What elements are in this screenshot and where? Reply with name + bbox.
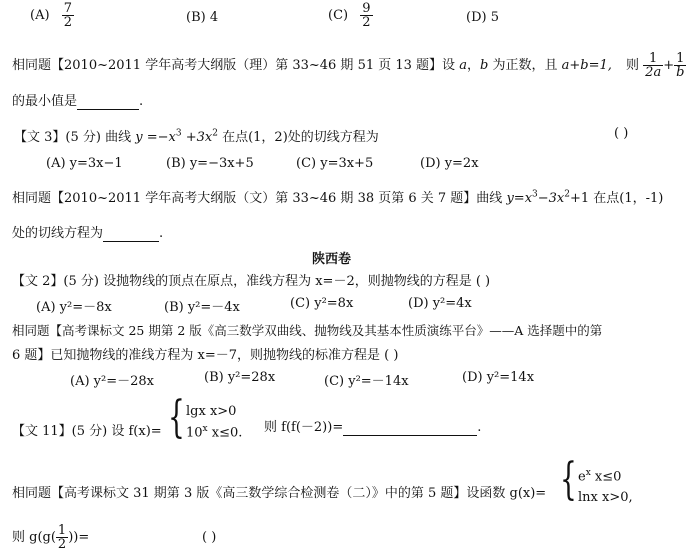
related-question-2 <box>12 187 663 206</box>
related-question-1-mid: 为正数，且 <box>492 58 558 73</box>
comma: ， <box>466 58 480 73</box>
related-question-4-line2 <box>12 524 89 551</box>
option-b: (B) y²=28x <box>204 370 276 385</box>
min-value-text: 的最小值是 <box>12 94 78 109</box>
question-wen3-tail: 在点(1，2)处的切线方程为 <box>222 130 379 145</box>
equation-part: y=x <box>506 191 533 206</box>
related-question-1 <box>12 52 686 79</box>
case-2-condition: x≤0. <box>207 425 243 441</box>
section-title: 陕西卷 <box>312 252 352 267</box>
equation-part: −3x <box>537 191 565 206</box>
option-d: (D) y=2x <box>420 156 479 171</box>
fraction-1-over-2a <box>643 52 663 79</box>
option-a: (A) y²=－8x <box>36 300 112 315</box>
question-wen11-tail <box>264 416 481 436</box>
option-d: (D) y²=14x <box>462 370 535 385</box>
option-a: (A) y=3x−1 <box>46 156 123 171</box>
option-d: (D) 5 <box>466 10 499 25</box>
option-d: (D) y²=4x <box>408 296 472 311</box>
equation-part: +3x <box>185 130 213 145</box>
option-a: (A) y²=－28x <box>70 374 154 389</box>
question-wen2: 【文 2】(5 分) 设抛物线的顶点在原点，准线方程为 x=－2，则抛物线的方程是 ( ) <box>12 274 491 289</box>
fraction-denominator: 2 <box>362 15 371 30</box>
case-1 <box>578 468 621 484</box>
exponent: 3 <box>532 189 538 200</box>
left-brace: { <box>168 392 185 443</box>
option-c-fraction <box>360 2 372 29</box>
option-c <box>328 2 373 29</box>
option-b: (B) y=−3x+5 <box>166 156 254 171</box>
fraction-denominator: 2a <box>645 65 662 80</box>
then-text: 则 f(f(－2))= <box>264 420 344 435</box>
option-c: (C) y²=－14x <box>324 374 409 389</box>
answer-blank <box>77 94 139 110</box>
fraction-numerator: 1 <box>57 523 67 538</box>
exponent: x <box>202 424 208 434</box>
fraction-denominator: 2 <box>63 15 72 30</box>
related-question-3-line1: 相同题【高考课标文 25 期第 2 版《高三数学双曲线、抛物线及其基本性质演练平台》——A 选择题中的第 <box>12 323 603 338</box>
case-1-base: e <box>578 469 586 485</box>
option-b: (B) 4 <box>186 10 219 25</box>
exponent: 3 <box>175 128 182 139</box>
var-b: b <box>479 58 489 73</box>
piecewise-g <box>560 454 670 508</box>
question-wen3 <box>14 126 379 145</box>
fraction-1-over-b <box>674 52 686 79</box>
question-wen11-head: 【文 11】(5 分) 设 f(x)= <box>12 424 162 439</box>
related-question-1-line2 <box>12 90 143 110</box>
related-question-1-prefix: 相同题【2010~2011 学年高考大纲版（理）第 33~46 期 51 页 13 题】设 <box>12 58 456 73</box>
period: . <box>139 94 144 109</box>
answer-paren: ( ) <box>202 530 217 545</box>
option-c: (C) y²=8x <box>290 296 354 311</box>
g-of-g-text: 则 g(g( <box>12 530 56 545</box>
fraction-numerator: 1 <box>643 52 663 66</box>
related-question-2-line2 <box>12 222 163 242</box>
case-2 <box>186 424 242 440</box>
equals-text: ))= <box>68 530 90 545</box>
related-question-3-line2: 6 题】已知抛物线的准线方程为 x=－7，则抛物线的标准方程是 ( ) <box>12 348 399 363</box>
condition: a+b=1, <box>561 58 612 73</box>
left-brace: { <box>560 454 577 505</box>
option-a <box>30 2 74 29</box>
period: . <box>159 226 164 241</box>
question-wen3-head: 【文 3】(5 分) 曲线 <box>14 130 132 145</box>
option-a-fraction <box>62 2 74 29</box>
case-1-condition: x≤0 <box>590 469 622 485</box>
option-c: (C) y=3x+5 <box>296 156 374 171</box>
period: . <box>477 420 482 435</box>
fraction-denominator: b <box>676 65 685 80</box>
exponent: 2 <box>564 189 570 200</box>
related-question-2-prefix: 相同题【2010~2011 学年高考大纲版（文）第 33~46 期 38 页第 6 关 7 题】曲线 <box>12 191 503 206</box>
answer-blank <box>343 420 477 436</box>
fraction-numerator: 7 <box>63 1 72 16</box>
plus-sign: + <box>663 58 675 73</box>
tangent-text: 处的切线方程为 <box>12 226 104 241</box>
case-2-base: 10 <box>186 425 203 441</box>
case-1: lgx x>0 <box>186 404 237 419</box>
fraction-numerator: 1 <box>674 52 686 66</box>
equation-part: +1 在点(1，-1) <box>570 191 664 206</box>
var-a: a <box>459 58 467 73</box>
exponent: 2 <box>212 128 218 139</box>
piecewise-f <box>168 392 268 446</box>
option-c-label: (C) <box>328 8 349 23</box>
exponent: x <box>585 468 591 478</box>
answer-blank <box>103 226 159 242</box>
then-word: 则 <box>626 58 640 73</box>
related-question-4: 相同题【高考课标文 31 期第 3 版《高三数学综合检测卷（二）》中的第 5 题】设函数 g(x)= <box>12 486 547 501</box>
fraction-numerator: 9 <box>362 1 371 16</box>
fraction-one-half <box>56 524 68 551</box>
option-b: (B) y²=－4x <box>164 300 240 315</box>
fraction-denominator: 2 <box>57 537 67 552</box>
case-2: lnx x>0, <box>578 490 633 505</box>
equation-part: y =−x <box>135 130 176 145</box>
answer-paren: ( ) <box>614 126 629 141</box>
option-a-label: (A) <box>30 8 50 23</box>
